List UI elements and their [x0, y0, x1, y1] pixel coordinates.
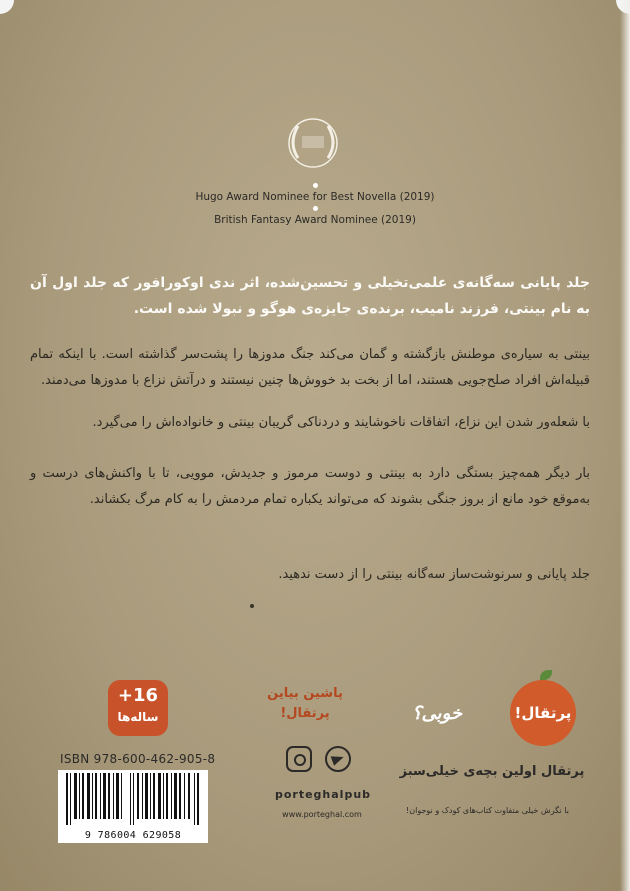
award-line-british-fantasy: British Fantasy Award Nominee (2019)	[214, 214, 416, 226]
telegram-icon	[325, 746, 351, 772]
porteghal-logo: پرتقال!	[510, 680, 576, 746]
description-paragraph-3: بار دیگر همه‌چیز بستگی دارد به بینتی و دوست مرموز و جدیدش، موویی، تا با واکنش‌های درست و به‌موقع خود مانع از بروز جنگی بشوند که می‌تواند یکباره تمام مردمش را به کام مرگ بکشاند.	[30, 466, 590, 507]
instagram-icon	[286, 746, 312, 772]
leaf-icon	[540, 670, 552, 680]
divider-dot	[250, 604, 254, 608]
social-icons	[282, 746, 355, 776]
page-edge-shadow	[620, 0, 630, 891]
slogan-line-1: پاشین بیاین	[267, 686, 343, 701]
laurel-badge-icon	[280, 110, 346, 176]
publisher-website: www.porteghal.com	[282, 810, 362, 819]
barcode-digits: 9 786004 629058	[84, 830, 182, 841]
brand-tagline: با نگرش خیلی متفاوت کتاب‌های کودک و نوجوان!	[406, 806, 569, 815]
khoobi-logo: خوبی؟	[412, 703, 462, 724]
isbn-text: ISBN 978-600-462-905-8	[60, 752, 216, 766]
barcode	[58, 770, 208, 843]
slogan-line-2: پرتقال!	[280, 706, 330, 721]
barcode-bars	[58, 773, 208, 825]
award-line-hugo: Hugo Award Nominee for Best Novella (2019)	[195, 191, 435, 203]
social-handle: porteghalpub	[274, 788, 372, 801]
description-paragraph-1: بینتی به سیاره‌ی موطنش بازگشته و گمان می‌کند جنگ مدوزها را پشت‌سر گذاشته است. با اینکه تمام قبیله‌اش افراد صلح‌جویی هستند، اما از بخت بد خووش‌ها چنین نیستند و درآتش نزاع با مدوزها می‌دمند.	[30, 347, 590, 388]
description-highlight: جلد پایانی سه‌گانه‌ی علمی‌تخیلی و تحسین‌شده، اثر ندی اوکورافور که جلد اول آن به نام بینتی، فرزند نامیب، برنده‌ی جایزه‌ی هوگو و نبولا شده است.	[30, 275, 590, 317]
brand-name: پرتقال اولین بچه‌ی خیلی‌سبز	[399, 764, 585, 779]
page-corner-left	[0, 0, 14, 14]
awards-list	[150, 180, 480, 228]
description-paragraph-2: با شعله‌ور شدن این نزاع، اتفاقات ناخوشایند و دردناکی گریبان بینتی و خانواده‌اش را می‌گیرد.	[92, 415, 590, 430]
publisher-slogan	[250, 684, 360, 724]
bullet-dot	[313, 183, 318, 188]
age-badge-label: ساله‌ها	[117, 710, 159, 724]
bullet-dot	[313, 206, 318, 211]
description-closing: جلد پایانی و سرنوشت‌ساز سه‌گانه بینتی را از دست ندهید.	[278, 567, 590, 582]
age-badge-number: +16	[117, 685, 159, 706]
age-badge	[108, 680, 168, 736]
